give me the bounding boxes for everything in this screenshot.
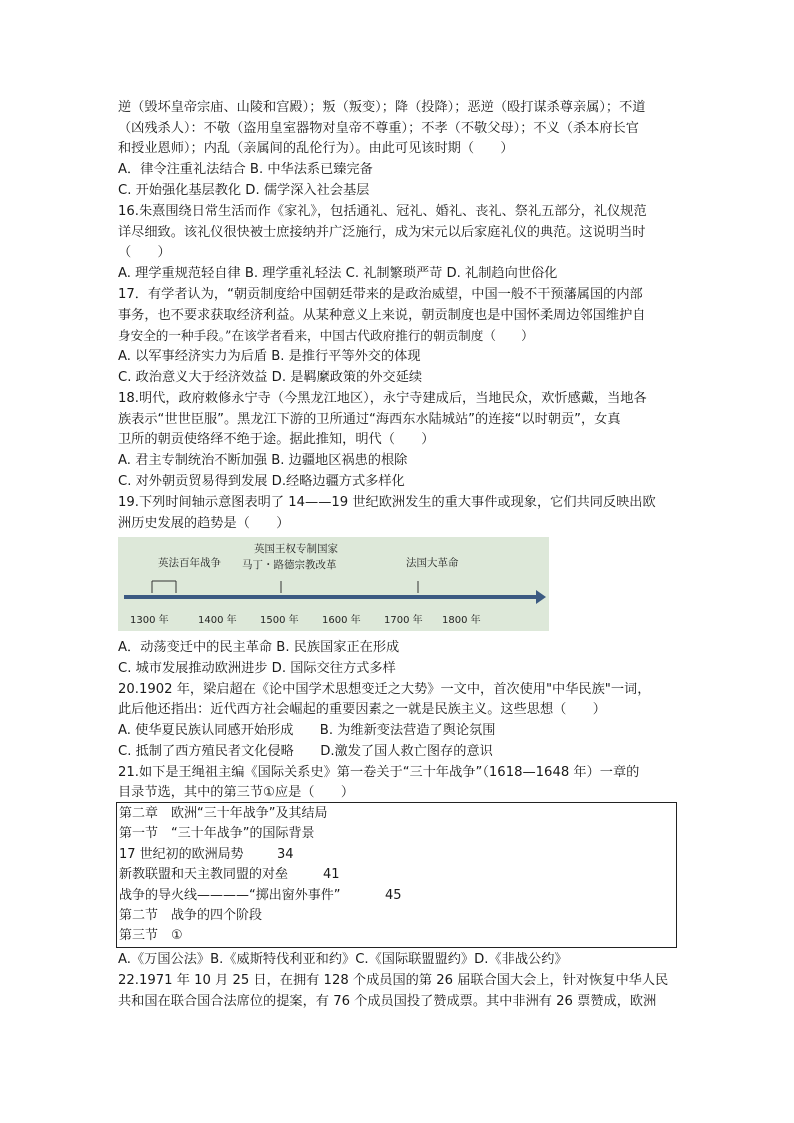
text-line: 目录节选，其中的第三节①应是（ ） [118, 785, 355, 800]
option-line: C. 城市发展推动欧洲进步 D. 国际交往方式多样 [118, 661, 396, 676]
text-line: （ ） [118, 245, 171, 260]
text-line: 详尽细致。该礼仪很快被士庶接纳并广泛施行，成为宋元以后家庭礼仪的典范。这说明当时 [118, 225, 646, 240]
question-20: 20.1902 年，梁启超在《论中国学术思想变迁之大势》一文中，首次使用"中华民族"一词， [118, 682, 651, 697]
option-line: A.《万国公法》B.《威斯特伐利亚和约》C.《国际联盟盟约》D.《非战公约》 [118, 952, 568, 967]
text-line: 卫所的朝贡使络绎不绝于途。据此推知，明代（ ） [118, 432, 435, 447]
question-16: 16.朱熹围绕日常生活而作《家礼》，包括通礼、冠礼、婚礼、丧礼、祭礼五部分，礼仪规范 [118, 204, 647, 219]
toc-row: 战争的导火线————“掷出窗外事件” [119, 888, 341, 903]
option-line: A. 使华夏民族认同感开始形成 B. 为维新变法营造了舆论氛围 [118, 723, 496, 738]
timeline-year-label: 1400 年 [198, 615, 237, 626]
timeline-arrowhead [536, 590, 546, 604]
text-line: 身安全的一种手段。”在该学者看来，中国古代政府推行的朝贡制度（ ） [118, 328, 534, 343]
timeline-figure [118, 537, 549, 631]
question-22: 22.1971 年 10 月 25 日，在拥有 128 个成员国的第 26 届联合国大会上，针对恢复中华人民 [118, 973, 669, 988]
toc-page-number: 45 [385, 888, 402, 903]
option-line: C. 开始强化基层教化 D. 儒学深入社会基层 [118, 183, 370, 198]
toc-row: 第三节 ① [119, 928, 183, 943]
timeline-event-label: 英法百年战争 [158, 557, 221, 569]
timeline-event-label: 法国大革命 [406, 557, 459, 569]
text-line: 族表示“世世臣服”。黑龙江下游的卫所通过“海西东水陆城站”的连接“以时朝贡”，女真 [118, 412, 621, 427]
question-21: 21.如下是王绳祖主编《国际关系史》第一卷关于“三十年战争”（1618—1648 年）一章的 [118, 765, 640, 780]
text-line: 此后他还指出：近代西方社会崛起的重要因素之一就是民族主义。这些思想（ ） [118, 702, 606, 717]
timeline-year-label: 1800 年 [442, 615, 481, 626]
toc-box [116, 802, 677, 948]
text-line: 共和国在联合国合法席位的提案，有 76 个成员国投了赞成票。其中非洲有 26 票赞成，欧洲 [118, 994, 657, 1009]
timeline-year-label: 1300 年 [130, 615, 169, 626]
toc-page-number: 34 [277, 847, 294, 862]
timeline-year-label: 1500 年 [260, 615, 299, 626]
text-line: 和授业恩师）；内乱（亲属间的乱伦行为）。由此可见该时期（ ） [118, 141, 514, 156]
option-line: C. 抵制了西方殖民者文化侵略 D.激发了国人救亡图存的意识 [118, 744, 493, 759]
option-line: C. 政治意义大于经济效益 D. 是羁縻政策的外交延续 [118, 370, 423, 385]
toc-row: 17 世纪初的欧洲局势 [119, 847, 244, 862]
text-line: （凶残杀人）：不敬（盗用皇室器物对皇帝不尊重）；不孝（不敬父母）；不义（杀本府长官 [118, 121, 639, 136]
text-line: 逆（毁坏皇帝宗庙、山陵和宫殿）；叛（叛变）；降（投降）；恶逆（殴打谋杀尊亲属）；不道 [118, 100, 646, 115]
timeline-event-label: 英国王权专制国家 [254, 543, 338, 555]
question-19: 19.下列时间轴示意图表明了 14——19 世纪欧洲发生的重大事件或现象，它们共同反映出欧 [118, 495, 656, 510]
toc-row: 第一节 “三十年战争”的国际背景 [119, 826, 315, 841]
timeline-year-label: 1700 年 [384, 615, 423, 626]
toc-row: 第二章 欧洲“三十年战争”及其结局 [119, 806, 328, 821]
timeline-event-label: 马丁・路德宗教改革 [242, 559, 337, 571]
toc-page-number: 41 [323, 867, 340, 882]
option-line: A．律令注重礼法结合 B. 中华法系已臻完备 [118, 162, 373, 177]
timeline-year-label: 1600 年 [322, 615, 361, 626]
option-line: A. 君主专制统治不断加强 B. 边疆地区祸患的根除 [118, 453, 408, 468]
text-line: 事务，也不要求获取经济利益。从某种意义上来说，朝贡制度也是中国怀柔周边邻国维护自 [118, 308, 646, 323]
text-line: 洲历史发展的趋势是（ ） [118, 516, 290, 531]
question-17: 17．有学者认为，“朝贡制度给中国朝廷带来的是政治威望，中国一般不干预藩属国的内部 [118, 287, 643, 302]
option-line: A. 理学重规范轻自律 B. 理学重礼轻法 C. 礼制繁琐严苛 D. 礼制趋向世俗化 [118, 266, 558, 281]
question-18: 18.明代，政府敕修永宁寺（今黑龙江地区），永宁寺建成后，当地民众，欢忻感戴，当地各 [118, 391, 647, 406]
option-line: A．动荡变迁中的民主革命 B. 民族国家正在形成 [118, 640, 400, 655]
toc-row: 新教联盟和天主教同盟的对垒 [119, 867, 289, 882]
option-line: A. 以军事经济实力为后盾 B. 是推行平等外交的体现 [118, 349, 421, 364]
option-line: C. 对外朝贡贸易得到发展 D.经略边疆方式多样化 [118, 474, 405, 489]
toc-row: 第二节 战争的四个阶段 [119, 908, 263, 923]
